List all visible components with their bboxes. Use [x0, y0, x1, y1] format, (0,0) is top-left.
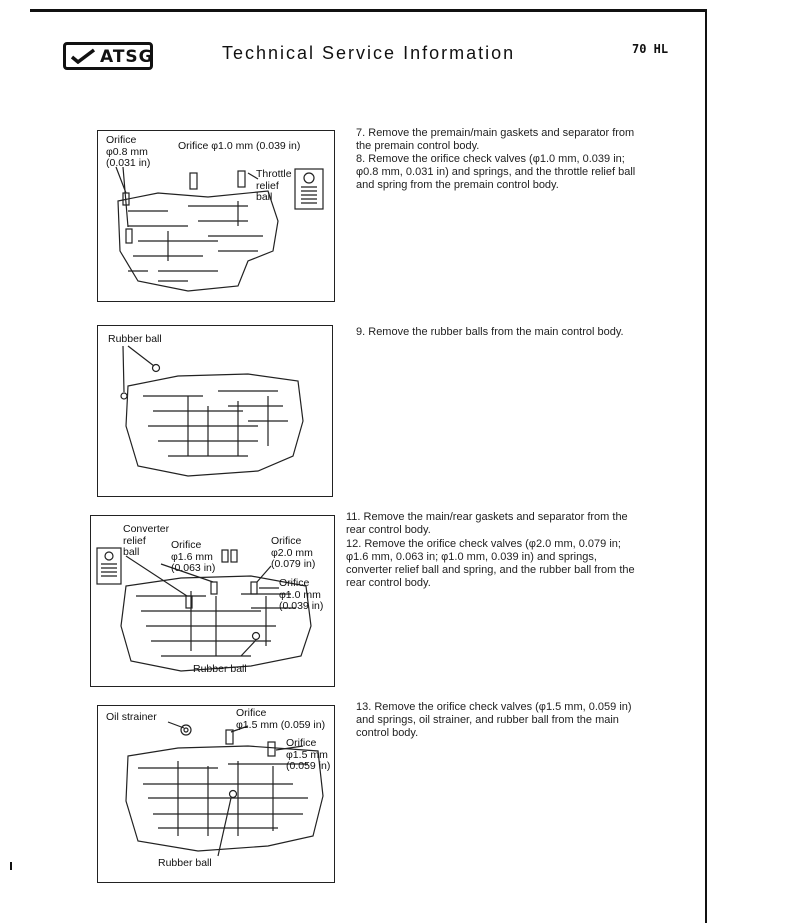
step-text: Remove the orifice check valves (φ1.0 mm, 0.039 in; φ0.8 mm, 0.031 in) and springs, and the throttle relief ball and spring from the premain control body. — [356, 153, 636, 191]
label-throttle-relief-ball: Throttle relief ball — [256, 168, 292, 203]
page-code: 70 HL — [632, 42, 669, 56]
right-rule — [705, 9, 707, 923]
step-number: 12. — [346, 538, 362, 550]
step-13 — [356, 701, 640, 740]
step-text: Remove the orifice check valves (φ2.0 mm, 0.079 in; φ1.6 mm, 0.063 in; φ1.0 mm, 0.039 in) and springs, converter relief ball and spring, and the rubber ball from the rear control body. — [346, 538, 635, 589]
step-number: 7. — [356, 127, 366, 139]
figure-rear-body — [90, 515, 335, 687]
label-rubber-ball: Rubber ball — [193, 663, 247, 675]
step-number: 8. — [356, 153, 366, 165]
step-8 — [356, 153, 640, 192]
step-number: 13. — [356, 701, 372, 713]
step-text: Remove the orifice check valves (φ1.5 mm, 0.059 in) and springs, oil strainer, and rubber ball from the main control body. — [356, 701, 632, 739]
step-7 — [356, 127, 640, 153]
label-orifice-10: Orifice φ1.0 mm (0.039 in) — [178, 140, 301, 152]
figure-main-body-rubber-balls — [97, 325, 333, 497]
step-11 — [346, 511, 636, 537]
page-title: Technical Service Information — [222, 43, 516, 63]
main-body-drawing — [98, 326, 334, 498]
label-orifice-10: Orifice φ1.0 mm (0.039 in) — [279, 577, 324, 612]
checkmark-icon — [70, 48, 96, 64]
label-rubber-ball: Rubber ball — [158, 857, 212, 869]
figure-premain-body — [97, 130, 335, 302]
step-text: Remove the premain/main gaskets and separator from the premain control body. — [356, 127, 635, 152]
label-converter-relief-ball: Converter relief ball — [123, 523, 170, 558]
label-orifice-20: Orifice φ2.0 mm (0.079 in) — [271, 535, 316, 570]
main-body-strainer-drawing — [98, 706, 336, 884]
label-orifice-15-top: Orifice φ1.5 mm (0.059 in) — [236, 707, 326, 731]
logo-text: ATSG — [100, 47, 154, 67]
label-rubber-ball: Rubber ball — [108, 333, 162, 345]
label-orifice-15-right: Orifice φ1.5 mm (0.059 in) — [286, 737, 331, 772]
label-orifice-16: Orifice φ1.6 mm (0.063 in) — [171, 539, 216, 574]
step-number: 11. — [346, 511, 361, 523]
top-rule — [30, 9, 706, 12]
margin-mark — [10, 862, 12, 870]
label-oil-strainer: Oil strainer — [106, 711, 157, 723]
step-number: 9. — [356, 326, 366, 338]
label-orifice-08: Orifice φ0.8 mm (0.031 in) — [106, 134, 151, 169]
atsg-logo — [63, 42, 153, 70]
step-text: Remove the rubber balls from the main control body. — [368, 326, 624, 338]
figure-main-body-strainer — [97, 705, 335, 883]
step-text: Remove the main/rear gaskets and separator from the rear control body. — [346, 511, 628, 536]
step-12 — [346, 538, 636, 590]
step-9 — [356, 326, 640, 339]
